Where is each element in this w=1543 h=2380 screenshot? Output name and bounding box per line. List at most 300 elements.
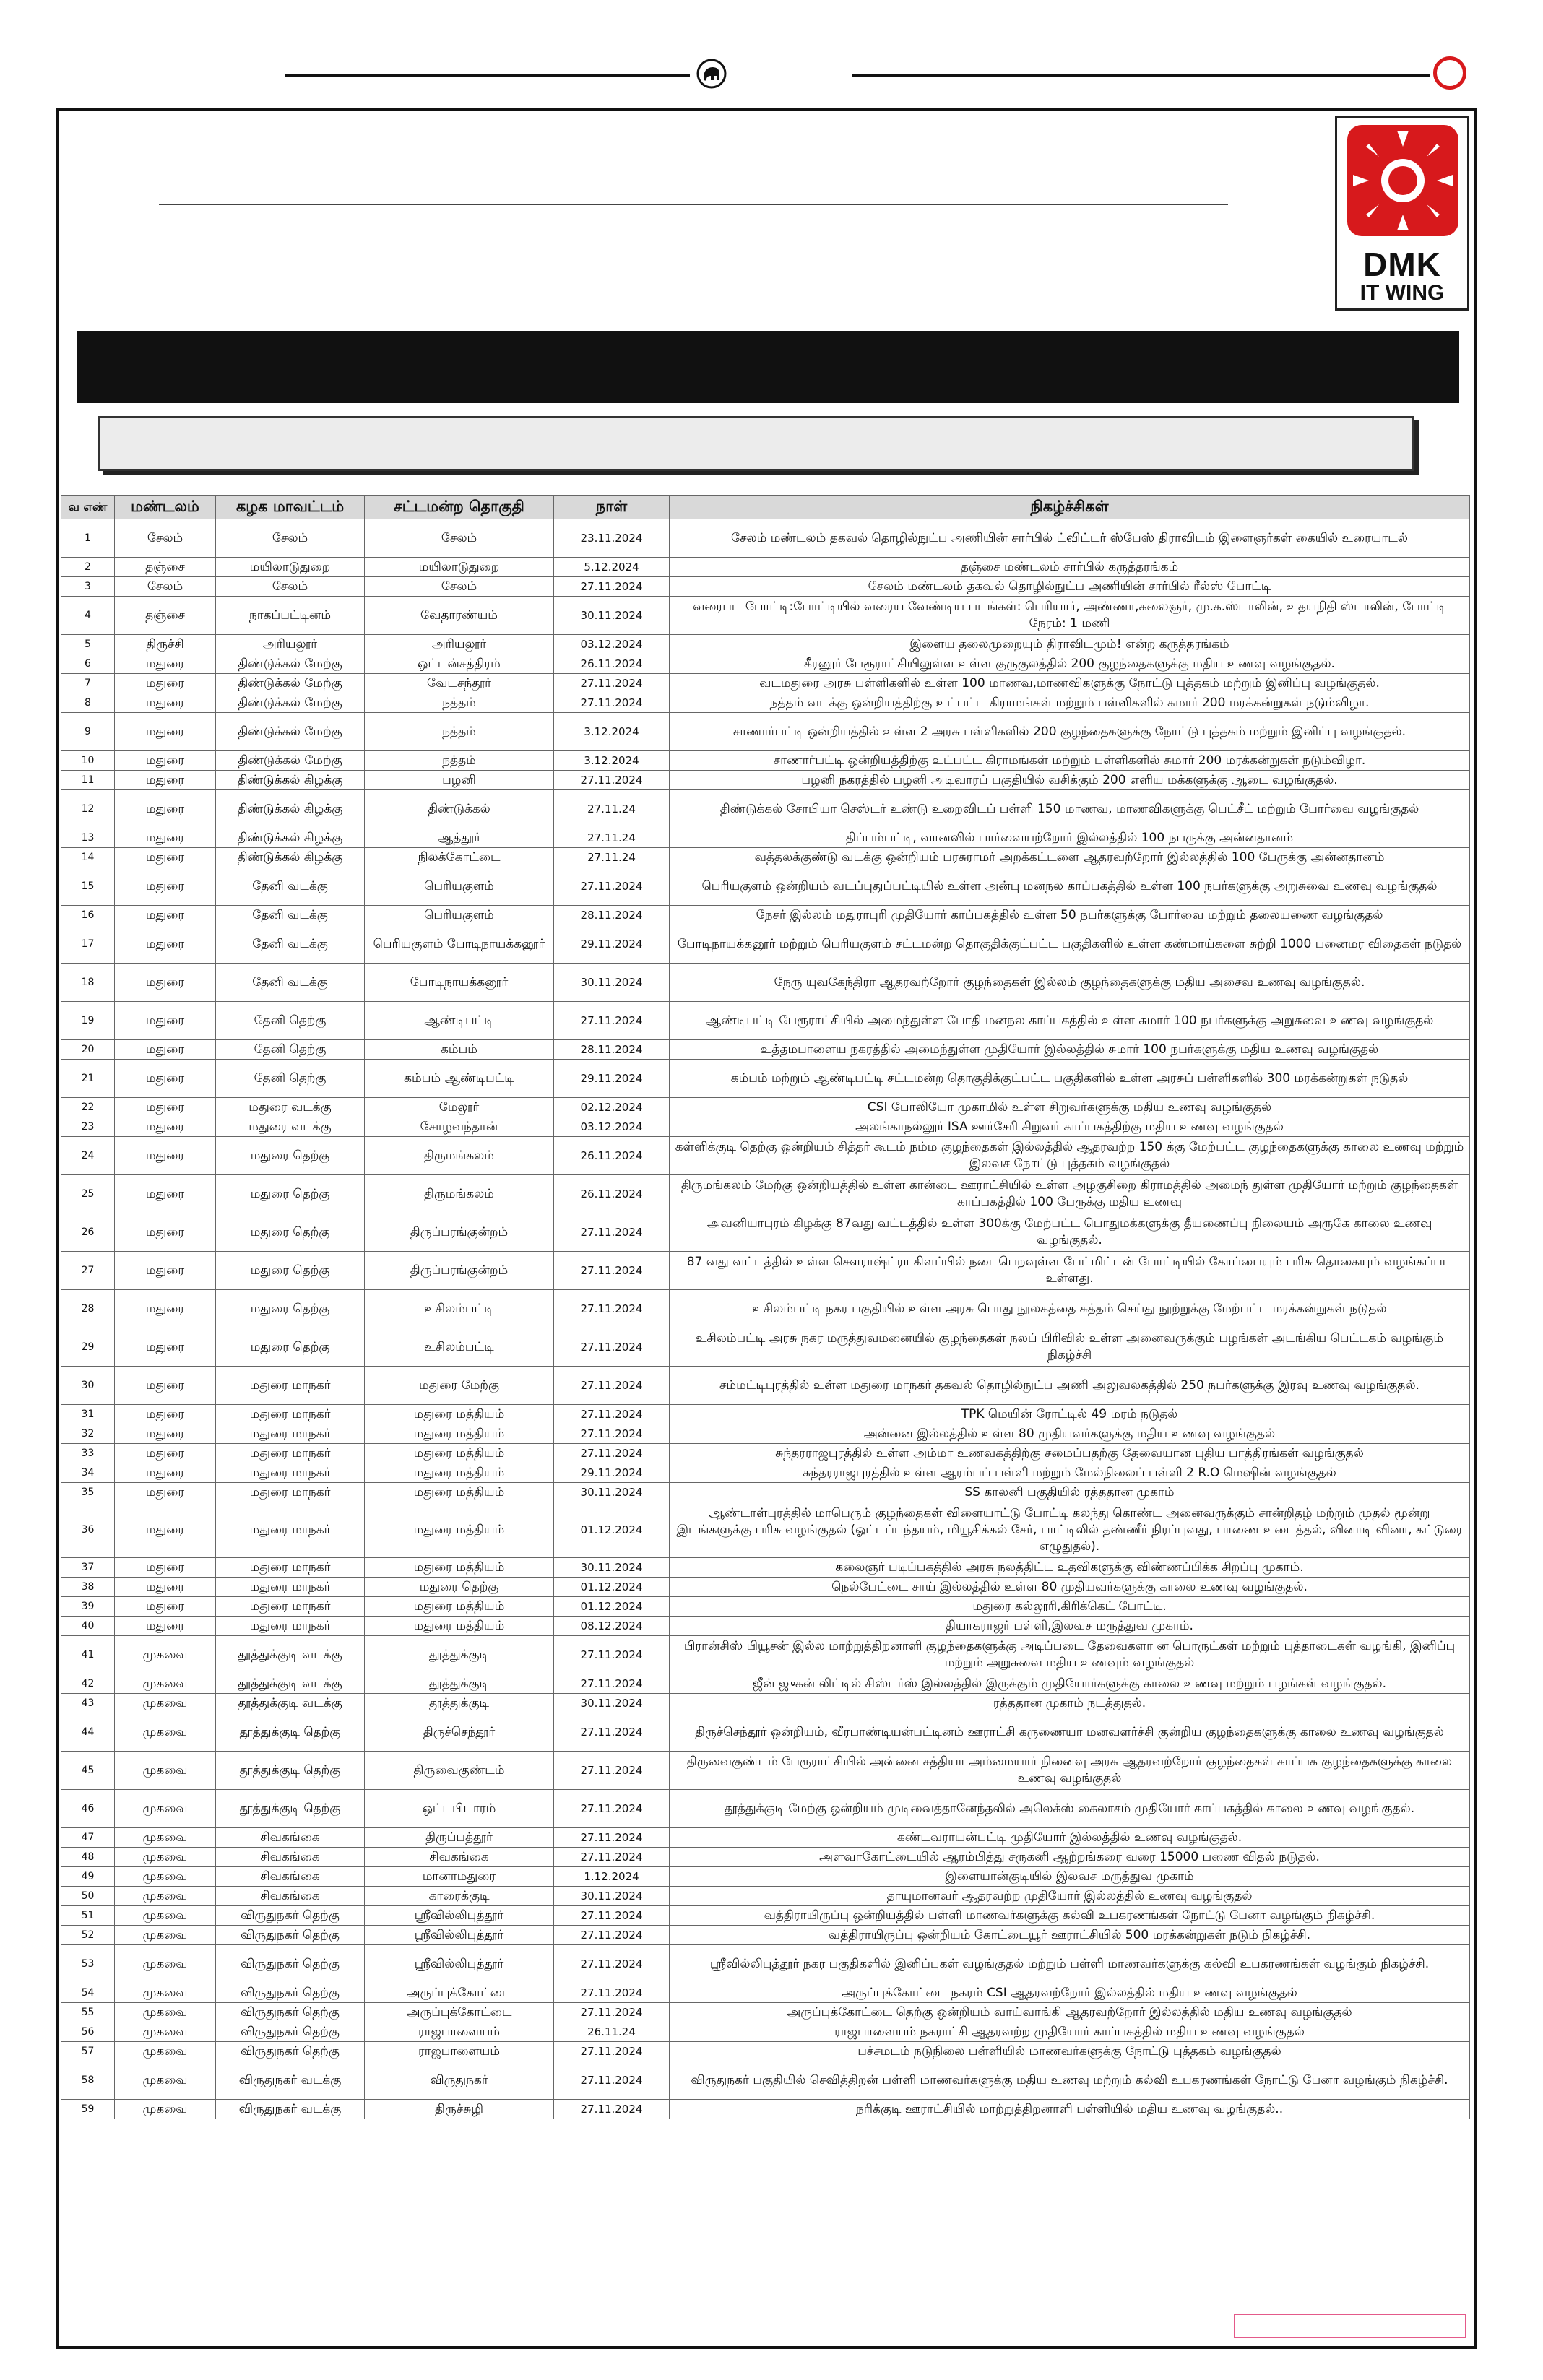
cell-event: திருவைகுண்டம் பேரூராட்சியில் அன்னை சத்தியா அம்மையார் நினைவு அரசு ஆதரவற்றோர் குழந்தைகள் காப்பக குழந்தைகளுக்கு காலை உணவு வழங்குதல் xyxy=(670,1752,1470,1790)
cell-date: 27.11.2024 xyxy=(554,1752,670,1790)
cell-date: 27.11.2024 xyxy=(554,1790,670,1828)
cell-district: மதுரை மாநகர் xyxy=(216,1424,365,1444)
table-row xyxy=(61,519,1470,558)
cell-district: நாகப்பட்டினம் xyxy=(216,597,365,635)
cell-n: 54 xyxy=(61,1983,115,2003)
cell-constituency: திருப்பத்தூர் xyxy=(365,1828,554,1848)
cell-event: பச்சமடம் நடுநிலை பள்ளியில் மாணவர்களுக்கு நோட்டு புத்தகம் வழங்குதல் xyxy=(670,2042,1470,2061)
cell-n: 49 xyxy=(61,1867,115,1887)
table-row xyxy=(61,1252,1470,1290)
cell-zone: மதுரை xyxy=(115,1483,216,1502)
cell-district: திண்டுக்கல் கிழக்கு xyxy=(216,848,365,867)
cell-zone: மதுரை xyxy=(115,1367,216,1405)
table-row xyxy=(61,1752,1470,1790)
cell-date: 27.11.2024 xyxy=(554,1983,670,2003)
cell-district: மதுரை மாநகர் xyxy=(216,1502,365,1558)
cell-constituency: ஆத்தூர் xyxy=(365,828,554,848)
cell-date: 27.11.2024 xyxy=(554,1926,670,1945)
cell-constituency: மதுரை தெற்கு xyxy=(365,1578,554,1597)
cell-district: தூத்துக்குடி தெற்கு xyxy=(216,1752,365,1790)
cell-constituency: நத்தம் xyxy=(365,751,554,771)
cell-event: 87 வது வட்டத்தில் உள்ள சௌராஷ்ட்ரா கிளப்பில் நடைபெறவுள்ள பேட்மிட்டன் போட்டியில் கோப்பையும் பரிசு தொகையும் வழங்கப்பட உள்ளது. xyxy=(670,1252,1470,1290)
cell-zone: மதுரை xyxy=(115,1175,216,1213)
cell-n: 47 xyxy=(61,1828,115,1848)
cell-event: சாணார்பட்டி ஒன்றியத்திற்கு உட்பட்ட கிராமங்கள் மற்றும் பள்ளிகளில் சுமார் 200 மரக்கன்றுகள் நடும்விழா. xyxy=(670,751,1470,771)
cell-zone: மதுரை xyxy=(115,964,216,1002)
cell-district: தூத்துக்குடி வடக்கு xyxy=(216,1694,365,1713)
cell-event: ஆண்டாள்புரத்தில் மாபெரும் குழந்தைகள் விளையாட்டு போட்டி கலந்து கொண்ட அனைவருக்கும் சான்றிதழ் மற்றும் முதல் மூன்று இடங்களுக்கு பரிசு வழங்குதல் (ஓட்டப்பந்தயம், மியூசிக்கல் சேர், பாட்டிலில் தண்ணீர் நிரப்புவது, பாணை உடைத்தல், வினாடி வினா, கட்டுரை எழுதுதல்). xyxy=(670,1502,1470,1558)
cell-zone: மதுரை xyxy=(115,1558,216,1578)
cell-date: 27.11.2024 xyxy=(554,1424,670,1444)
cell-date: 27.11.2024 xyxy=(554,1367,670,1405)
cell-n: 24 xyxy=(61,1137,115,1175)
cell-constituency: நத்தம் xyxy=(365,693,554,713)
cell-event: ஆண்டிபட்டி பேரூராட்சியில் அமைந்துள்ள போதி மனநல காப்பகத்தில் உள்ள சுமார் 100 நபர்களுக்கு அறுசுவை உணவு வழங்குதல் xyxy=(670,1002,1470,1040)
cell-district: மதுரை மாநகர் xyxy=(216,1578,365,1597)
cell-event: SS காலனி பகுதியில் ரத்ததான முகாம் xyxy=(670,1483,1470,1502)
dmk-it-wing-logo xyxy=(1335,116,1469,311)
cell-district: சிவகங்கை xyxy=(216,1848,365,1867)
cell-district: தேனி வடக்கு xyxy=(216,867,365,906)
cell-zone: திருச்சி xyxy=(115,635,216,654)
table-row xyxy=(61,771,1470,790)
cell-n: 12 xyxy=(61,790,115,828)
events-table-body xyxy=(61,519,1470,2119)
cell-date: 27.11.2024 xyxy=(554,2061,670,2100)
table-row xyxy=(61,1945,1470,1983)
cell-n: 32 xyxy=(61,1424,115,1444)
cell-zone: மதுரை xyxy=(115,1213,216,1252)
header-district: கழக மாவட்டம் xyxy=(216,496,365,519)
cell-zone: முகவை xyxy=(115,1752,216,1790)
cell-district: தேனி வடக்கு xyxy=(216,964,365,1002)
cell-district: விருதுநகர் தெற்கு xyxy=(216,1945,365,1983)
cell-n: 29 xyxy=(61,1328,115,1367)
cell-date: 27.11.2024 xyxy=(554,2100,670,2119)
cell-zone: மதுரை xyxy=(115,1597,216,1617)
cell-n: 30 xyxy=(61,1367,115,1405)
cell-constituency: ஒட்டபிடாரம் xyxy=(365,1790,554,1828)
cell-constituency: தூத்துக்குடி xyxy=(365,1636,554,1674)
cell-zone: மதுரை xyxy=(115,1444,216,1463)
cell-event: மதுரை கல்லூரி,கிரிக்கெட் போட்டி. xyxy=(670,1597,1470,1617)
header-rule-left xyxy=(285,74,690,77)
cell-zone: முகவை xyxy=(115,1694,216,1713)
header-constituency: சட்டமன்ற தொகுதி xyxy=(365,496,554,519)
table-row xyxy=(61,2022,1470,2042)
cell-date: 30.11.2024 xyxy=(554,1887,670,1906)
cell-constituency: அருப்புக்கோட்டை xyxy=(365,2003,554,2022)
cell-constituency: பெரியகுளம் xyxy=(365,867,554,906)
cell-zone: முகவை xyxy=(115,2003,216,2022)
cell-zone: மதுரை xyxy=(115,1328,216,1367)
cell-event: சுந்தரராஜபுரத்தில் உள்ள அம்மா உணவகத்திற்கு சமைப்பதற்கு தேவையான புதிய பாத்திரங்கள் வழங்குதல் xyxy=(670,1444,1470,1463)
cell-n: 59 xyxy=(61,2100,115,2119)
cell-constituency: சோழவந்தான் xyxy=(365,1117,554,1137)
cell-constituency: ஆண்டிபட்டி xyxy=(365,1002,554,1040)
cell-constituency: பழனி xyxy=(365,771,554,790)
cell-date: 1.12.2024 xyxy=(554,1867,670,1887)
table-row xyxy=(61,964,1470,1002)
table-row xyxy=(61,1887,1470,1906)
cell-constituency: மதுரை மத்தியம் xyxy=(365,1463,554,1483)
cell-zone: மதுரை xyxy=(115,713,216,751)
cell-n: 2 xyxy=(61,558,115,577)
cell-district: மதுரை மாநகர் xyxy=(216,1617,365,1636)
cell-zone: முகவை xyxy=(115,1945,216,1983)
cell-zone: முகவை xyxy=(115,1848,216,1867)
cell-constituency: சேலம் xyxy=(365,519,554,558)
cell-district: தேனி தெற்கு xyxy=(216,1060,365,1098)
cell-date: 27.11.2024 xyxy=(554,771,670,790)
cell-constituency: மதுரை மத்தியம் xyxy=(365,1424,554,1444)
cell-event: பிரான்சிஸ் பியூசன் இல்ல மாற்றுத்திறனாளி குழந்தைகளுக்கு அடிப்படை தேவைகளா ன பொருட்கள் மற்றும் புத்தாடைகள் வழங்கி, இனிப்பு மற்றும் அறுசுவை மதிய உணவும் வழங்குதல் xyxy=(670,1636,1470,1674)
cell-date: 27.11.2024 xyxy=(554,1713,670,1752)
cell-date: 27.11.2024 xyxy=(554,1945,670,1983)
cell-n: 15 xyxy=(61,867,115,906)
table-row xyxy=(61,577,1470,597)
cell-n: 7 xyxy=(61,674,115,693)
table-row xyxy=(61,790,1470,828)
cell-event: திண்டுக்கல் சோபியா செஸ்டர் உண்டு உறைவிடப் பள்ளி 150 மாணவ, மாணவிகளுக்கு பெட்சீட் மற்றும் போர்வை வழங்குதல் xyxy=(670,790,1470,828)
cell-constituency: கம்பம் ஆண்டிபட்டி xyxy=(365,1060,554,1098)
cell-n: 13 xyxy=(61,828,115,848)
cell-zone: மதுரை xyxy=(115,654,216,674)
cell-n: 28 xyxy=(61,1290,115,1328)
cell-event: தியாகராஜர் பள்ளி,இலவச மருத்துவ முகாம். xyxy=(670,1617,1470,1636)
cell-district: மயிலாடுதுறை xyxy=(216,558,365,577)
events-table xyxy=(61,495,1470,2119)
cell-date: 27.11.2024 xyxy=(554,1328,670,1367)
cell-event: போடிநாயக்கனூர் மற்றும் பெரியகுளம் சட்டமன்ற தொகுதிக்குட்பட்ட பகுதிகளில் உள்ள கண்மாய்களை சுற்றி 1000 பனைமர விதைகள் நடுதல் xyxy=(670,925,1470,964)
cell-district: விருதுநகர் தெற்கு xyxy=(216,1983,365,2003)
cell-event: ஸ்ரீவில்லிபுத்தூர் நகர பகுதிகளில் இனிப்புகள் வழங்குதல் மற்றும் பள்ளி மாணவர்களுக்கு கல்வி உபகரணங்கள் வழங்கும் நிகழ்ச்சி. xyxy=(670,1945,1470,1983)
elephant-emblem-icon xyxy=(696,58,727,90)
table-header-row xyxy=(61,496,1470,519)
table-row xyxy=(61,1098,1470,1117)
cell-zone: மதுரை xyxy=(115,1098,216,1117)
cell-event: சேலம் மண்டலம் தகவல் தொழில்நுட்ப அணியின் சார்பில் ட்விட்டர் ஸ்பேஸ் திராவிடம் இளைஞர்கள் கையில் உரையாடல் xyxy=(670,519,1470,558)
cell-zone: முகவை xyxy=(115,2061,216,2100)
cell-event: சம்மட்டிபுரத்தில் உள்ள மதுரை மாநகர் தகவல் தொழில்நுட்ப அணி அலுவலகத்தில் 250 நபர்களுக்கு இரவு உணவு வழங்குதல். xyxy=(670,1367,1470,1405)
cell-zone: தஞ்சை xyxy=(115,558,216,577)
cell-n: 1 xyxy=(61,519,115,558)
table-row xyxy=(61,1558,1470,1578)
cell-constituency: ஒட்டன்சத்திரம் xyxy=(365,654,554,674)
cell-event: தாயுமானவர் ஆதரவற்ற முதியோர் இல்லத்தில் உணவு வழங்குதல் xyxy=(670,1887,1470,1906)
cell-date: 27.11.2024 xyxy=(554,2003,670,2022)
table-row xyxy=(61,654,1470,674)
cell-district: தேனி தெற்கு xyxy=(216,1002,365,1040)
cell-district: திண்டுக்கல் கிழக்கு xyxy=(216,790,365,828)
cell-date: 27.11.2024 xyxy=(554,1290,670,1328)
cell-constituency: தூத்துக்குடி xyxy=(365,1674,554,1694)
cell-zone: மதுரை xyxy=(115,1405,216,1424)
cell-n: 25 xyxy=(61,1175,115,1213)
cell-district: மதுரை தெற்கு xyxy=(216,1328,365,1367)
cell-date: 28.11.2024 xyxy=(554,906,670,925)
cell-date: 27.11.2024 xyxy=(554,1405,670,1424)
cell-event: CSI போலியோ முகாமில் உள்ள சிறுவர்களுக்கு மதிய உணவு வழங்குதல் xyxy=(670,1098,1470,1117)
cell-zone: மதுரை xyxy=(115,867,216,906)
cell-zone: மதுரை xyxy=(115,1578,216,1597)
cell-date: 27.11.2024 xyxy=(554,693,670,713)
cell-date: 27.11.24 xyxy=(554,828,670,848)
cell-event: பழனி நகரத்தில் பழனி அடிவாரப் பகுதியில் வசிக்கும் 200 எளிய மக்களுக்கு ஆடை வழங்குதல். xyxy=(670,771,1470,790)
table-row xyxy=(61,635,1470,654)
cell-n: 55 xyxy=(61,2003,115,2022)
table-row xyxy=(61,1597,1470,1617)
table-row xyxy=(61,1424,1470,1444)
cell-district: விருதுநகர் தெற்கு xyxy=(216,2022,365,2042)
cell-constituency: மேலூர் xyxy=(365,1098,554,1117)
cell-constituency: திருவைகுண்டம் xyxy=(365,1752,554,1790)
cell-district: மதுரை மாநகர் xyxy=(216,1367,365,1405)
cell-event: உத்தமபாளைய நகரத்தில் அமைந்துள்ள முதியோர் இல்லத்தில் சுமார் 100 நபர்களுக்கு மதிய உணவு வழங்குதல் xyxy=(670,1040,1470,1060)
cell-n: 50 xyxy=(61,1887,115,1906)
cell-constituency: ராஜபாளையம் xyxy=(365,2042,554,2061)
cell-district: மதுரை மாநகர் xyxy=(216,1444,365,1463)
cell-event: தூத்துக்குடி மேற்கு ஒன்றியம் முடிவைத்தானேந்தலில் அலெக்ஸ் கைலாசம் முதியோர் காப்பகத்தில் காலை உணவு வழங்குதல். xyxy=(670,1790,1470,1828)
cell-n: 20 xyxy=(61,1040,115,1060)
cell-district: விருதுநகர் தெற்கு xyxy=(216,2042,365,2061)
cell-n: 6 xyxy=(61,654,115,674)
cell-n: 39 xyxy=(61,1597,115,1617)
cell-date: 27.11.2024 xyxy=(554,1252,670,1290)
subtitle-box xyxy=(98,416,1414,471)
cell-constituency: காரைக்குடி xyxy=(365,1887,554,1906)
table-row xyxy=(61,1137,1470,1175)
cell-district: திண்டுக்கல் கிழக்கு xyxy=(216,771,365,790)
cell-event: இளையான்குடியில் இலவச மருத்துவ முகாம் xyxy=(670,1867,1470,1887)
cell-event: பெரியகுளம் ஒன்றியம் வடப்புதுப்பட்டியில் உள்ள அன்பு மனநல காப்பகத்தில் உள்ள 100 நபர்களுக்கு அறுசுவை உணவு வழங்குதல் xyxy=(670,867,1470,906)
cell-n: 31 xyxy=(61,1405,115,1424)
table-row xyxy=(61,1175,1470,1213)
cell-date: 27.11.2024 xyxy=(554,867,670,906)
table-row xyxy=(61,1694,1470,1713)
cell-event: அலங்காநல்லூர் ISA ஊர்சேரி சிறுவர் காப்பகத்திற்கு மதிய உணவு வழங்குதல் xyxy=(670,1117,1470,1137)
cell-date: 30.11.2024 xyxy=(554,1558,670,1578)
cell-n: 16 xyxy=(61,906,115,925)
cell-constituency: விருதுநகர் xyxy=(365,2061,554,2100)
cell-constituency: ஸ்ரீவில்லிபுத்தூர் xyxy=(365,1906,554,1926)
cell-district: தேனி வடக்கு xyxy=(216,925,365,964)
cell-event: கம்பம் மற்றும் ஆண்டிபட்டி சட்டமன்ற தொகுதிக்குட்பட்ட பகுதிகளில் உள்ள அரசுப் பள்ளிகளில் 300 மரக்கன்றுகள் நடுதல் xyxy=(670,1060,1470,1098)
cell-n: 33 xyxy=(61,1444,115,1463)
cell-district: விருதுநகர் தெற்கு xyxy=(216,1906,365,1926)
table-row xyxy=(61,1117,1470,1137)
cell-date: 08.12.2024 xyxy=(554,1617,670,1636)
cell-n: 45 xyxy=(61,1752,115,1790)
cell-constituency: சிவகங்கை xyxy=(365,1848,554,1867)
cell-event: உசிலம்பட்டி நகர பகுதியில் உள்ள அரசு பொது நூலகத்தை சுத்தம் செய்து நூற்றுக்கு மேற்பட்ட மரக்கன்றுகள் நடுதல் xyxy=(670,1290,1470,1328)
cell-event: கள்ளிக்குடி தெற்கு ஒன்றியம் சித்தர் கூடம் நம்ம குழந்தைகள் இல்லத்தில் ஆதரவற்ற 150 க்கு மேற்பட்ட குழந்தைகளுக்கு காலை உணவு மற்றும் இலவச நோட்டு புத்தகம் வழங்குதல் xyxy=(670,1137,1470,1175)
cell-n: 5 xyxy=(61,635,115,654)
cell-district: திண்டுக்கல் மேற்கு xyxy=(216,751,365,771)
table-row xyxy=(61,925,1470,964)
cell-zone: முகவை xyxy=(115,1906,216,1926)
cell-constituency: திருப்பரங்குன்றம் xyxy=(365,1213,554,1252)
table-row xyxy=(61,1367,1470,1405)
cell-event: அருப்புக்கோட்டை தெற்கு ஒன்றியம் வாய்வாங்கி ஆதரவற்றோர் இல்லத்தில் மதிய உணவு வழங்குதல் xyxy=(670,2003,1470,2022)
table-row xyxy=(61,1444,1470,1463)
cell-constituency: சேலம் xyxy=(365,577,554,597)
cell-zone: முகவை xyxy=(115,2022,216,2042)
cell-date: 3.12.2024 xyxy=(554,713,670,751)
cell-event: திருமங்கலம் மேற்கு ஒன்றியத்தில் உள்ள கான்டை ஊராட்சியில் உள்ள அழகுசிறை கிராமத்தில் அமைந் துள்ள முதியோர் மற்றும் குழந்தைகள் காப்பகத்தில் 100 பேருக்கு மதிய உணவு xyxy=(670,1175,1470,1213)
cell-event: சாணார்பட்டி ஒன்றியத்தில் உள்ள 2 அரசு பள்ளிகளில் 200 குழந்தைகளுக்கு நோட்டு புத்தகம் மற்றும் இனிப்பு வழங்குதல். xyxy=(670,713,1470,751)
cell-n: 57 xyxy=(61,2042,115,2061)
cell-district: மதுரை தெற்கு xyxy=(216,1137,365,1175)
cell-zone: முகவை xyxy=(115,2100,216,2119)
cell-zone: மதுரை xyxy=(115,1002,216,1040)
cell-date: 27.11.2024 xyxy=(554,577,670,597)
cell-constituency: மதுரை மத்தியம் xyxy=(365,1617,554,1636)
cell-constituency: திருமங்கலம் xyxy=(365,1137,554,1175)
cell-district: மதுரை மாநகர் xyxy=(216,1463,365,1483)
cell-n: 56 xyxy=(61,2022,115,2042)
cell-event: வரைபட போட்டி:போட்டியில் வரைய வேண்டிய படங்கள்: பெரியார், அண்ணா,கலைஞர், மு.க.ஸ்டாலின், உதயநிதி ஸ்டாலின், போட்டி நேரம்: 1 மணி xyxy=(670,597,1470,635)
footer-stamp-box xyxy=(1234,2314,1466,2338)
cell-n: 27 xyxy=(61,1252,115,1290)
table-row xyxy=(61,1578,1470,1597)
cell-district: அரியலூர் xyxy=(216,635,365,654)
cell-zone: முகவை xyxy=(115,1926,216,1945)
cell-district: சேலம் xyxy=(216,577,365,597)
table-row xyxy=(61,2042,1470,2061)
cell-n: 21 xyxy=(61,1060,115,1098)
cell-constituency: திருச்சுழி xyxy=(365,2100,554,2119)
cell-constituency: திருமங்கலம் xyxy=(365,1175,554,1213)
cell-date: 27.11.2024 xyxy=(554,1674,670,1694)
table-row xyxy=(61,1483,1470,1502)
cell-constituency: வேதாரண்யம் xyxy=(365,597,554,635)
cell-constituency: திருப்பரங்குன்றம் xyxy=(365,1252,554,1290)
table-row xyxy=(61,1502,1470,1558)
table-row xyxy=(61,1636,1470,1674)
cell-constituency: போடிநாயக்கனூர் xyxy=(365,964,554,1002)
cell-zone: மதுரை xyxy=(115,1617,216,1636)
cell-district: சிவகங்கை xyxy=(216,1828,365,1848)
cell-n: 11 xyxy=(61,771,115,790)
cell-event: ராஜபாளையம் நகராட்சி ஆதரவற்ற முதியோர் காப்பகத்தில் மதிய உணவு வழங்குதல் xyxy=(670,2022,1470,2042)
cell-date: 29.11.2024 xyxy=(554,1463,670,1483)
cell-zone: மதுரை xyxy=(115,925,216,964)
cell-district: சிவகங்கை xyxy=(216,1867,365,1887)
cell-constituency: தூத்துக்குடி xyxy=(365,1694,554,1713)
cell-event: நரிக்குடி ஊராட்சியில் மாற்றுத்திறனாளி பள்ளியில் மதிய உணவு வழங்குதல்.. xyxy=(670,2100,1470,2119)
cell-date: 29.11.2024 xyxy=(554,1060,670,1098)
cell-zone: முகவை xyxy=(115,1867,216,1887)
cell-district: திண்டுக்கல் கிழக்கு xyxy=(216,828,365,848)
cell-n: 17 xyxy=(61,925,115,964)
cell-zone: முகவை xyxy=(115,1713,216,1752)
table-row xyxy=(61,1002,1470,1040)
table-row xyxy=(61,1290,1470,1328)
cell-event: வத்திராயிருப்பு ஒன்றியம் கோட்டையூர் ஊராட்சியில் 500 மரக்கன்றுகள் நடும் நிகழ்ச்சி. xyxy=(670,1926,1470,1945)
cell-n: 3 xyxy=(61,577,115,597)
cell-date: 3.12.2024 xyxy=(554,751,670,771)
cell-n: 51 xyxy=(61,1906,115,1926)
cell-zone: மதுரை xyxy=(115,1290,216,1328)
cell-date: 30.11.2024 xyxy=(554,1483,670,1502)
cell-zone: மதுரை xyxy=(115,1463,216,1483)
cell-date: 29.11.2024 xyxy=(554,925,670,964)
table-row xyxy=(61,2061,1470,2100)
cell-n: 35 xyxy=(61,1483,115,1502)
cell-date: 5.12.2024 xyxy=(554,558,670,577)
cell-constituency: பெரியகுளம் xyxy=(365,906,554,925)
cell-date: 27.11.2024 xyxy=(554,1636,670,1674)
cell-constituency: மதுரை மத்தியம் xyxy=(365,1405,554,1424)
cell-n: 10 xyxy=(61,751,115,771)
cell-n: 22 xyxy=(61,1098,115,1117)
cell-date: 03.12.2024 xyxy=(554,1117,670,1137)
cell-district: திண்டுக்கல் மேற்கு xyxy=(216,693,365,713)
cell-zone: மதுரை xyxy=(115,906,216,925)
cell-constituency: ஸ்ரீவில்லிபுத்தூர் xyxy=(365,1926,554,1945)
cell-constituency: நத்தம் xyxy=(365,713,554,751)
table-row xyxy=(61,2100,1470,2119)
cell-zone: முகவை xyxy=(115,2042,216,2061)
cell-date: 02.12.2024 xyxy=(554,1098,670,1117)
cell-district: விருதுநகர் தெற்கு xyxy=(216,1926,365,1945)
cell-constituency: உசிலம்பட்டி xyxy=(365,1328,554,1367)
header-zone: மண்டலம் xyxy=(115,496,216,519)
table-row xyxy=(61,1040,1470,1060)
cell-event: அவனியாபுரம் கிழக்கு 87வது வட்டத்தில் உள்ள 300க்கு மேற்பட்ட பொதுமக்களுக்கு தீயணைப்பு நிலையம் அருகே காலை உணவு வழங்குதல். xyxy=(670,1213,1470,1252)
cell-date: 01.12.2024 xyxy=(554,1578,670,1597)
table-row xyxy=(61,674,1470,693)
header-events: நிகழ்ச்சிகள் xyxy=(670,496,1470,519)
cell-district: விருதுநகர் வடக்கு xyxy=(216,2100,365,2119)
cell-district: தூத்துக்குடி தெற்கு xyxy=(216,1790,365,1828)
header-rule-right xyxy=(852,74,1430,77)
table-row xyxy=(61,1867,1470,1887)
cell-zone: முகவை xyxy=(115,1790,216,1828)
cell-constituency: உசிலம்பட்டி xyxy=(365,1290,554,1328)
table-row xyxy=(61,1906,1470,1926)
table-row xyxy=(61,1405,1470,1424)
cell-event: அன்னை இல்லத்தில் உள்ள 80 முதியவர்களுக்கு மதிய உணவு வழங்குதல் xyxy=(670,1424,1470,1444)
cell-date: 27.11.2024 xyxy=(554,1444,670,1463)
cell-constituency: திண்டுக்கல் xyxy=(365,790,554,828)
cell-constituency: மதுரை மத்தியம் xyxy=(365,1502,554,1558)
cell-constituency: அரியலூர் xyxy=(365,635,554,654)
cell-event: அளவாகோட்டையில் ஆரம்பித்து சருகனி ஆற்றங்கரை வரை 15000 பணை விதல் நடுதல். xyxy=(670,1848,1470,1867)
cell-constituency: மதுரை மத்தியம் xyxy=(365,1444,554,1463)
cell-district: மதுரை தெற்கு xyxy=(216,1252,365,1290)
cell-date: 27.11.2024 xyxy=(554,1213,670,1252)
cell-event: நேசர் இல்லம் மதுராபுரி முதியோர் காப்பகத்தில் உள்ள 50 நபர்களுக்கு போர்வை மற்றும் தலையணை வழங்குதல் xyxy=(670,906,1470,925)
logo-text-it-wing: IT WING xyxy=(1360,281,1445,305)
cell-district: மதுரை மாநகர் xyxy=(216,1558,365,1578)
cell-zone: மதுரை xyxy=(115,771,216,790)
cell-event: கலைஞர் படிப்பகத்தில் அரசு நலத்திட்ட உதவிகளுக்கு விண்ணப்பிக்க சிறப்பு முகாம். xyxy=(670,1558,1470,1578)
header-serial: வ எண் xyxy=(61,496,115,519)
cell-n: 41 xyxy=(61,1636,115,1674)
cell-date: 27.11.2024 xyxy=(554,1906,670,1926)
cell-event: நெல்பேட்டை சாய் இல்லத்தில் உள்ள 80 முதியவர்களுக்கு காலை உணவு வழங்குதல். xyxy=(670,1578,1470,1597)
cell-zone: மதுரை xyxy=(115,674,216,693)
cell-event: வத்தலக்குண்டு வடக்கு ஒன்றியம் பரசுராமர் அறக்கட்டளை ஆதரவற்றோர் இல்லத்தில் 100 பேருக்கு அன்னதானம் xyxy=(670,848,1470,867)
cell-zone: மதுரை xyxy=(115,751,216,771)
table-row xyxy=(61,2003,1470,2022)
cell-event: உசிலம்பட்டி அரசு நகர மருத்துவமனையில் குழந்தைகள் நலப் பிரிவில் உள்ள அனைவருக்கும் பழங்கள் அடங்கிய பெட்டகம் வழங்கும் நிகழ்ச்சி xyxy=(670,1328,1470,1367)
cell-event: வடமதுரை அரசு பள்ளிகளில் உள்ள 100 மாணவ,மாணவிகளுக்கு நோட்டு புத்தகம் மற்றும் இனிப்பு வழங்குதல். xyxy=(670,674,1470,693)
cell-constituency: கம்பம் xyxy=(365,1040,554,1060)
cell-event: ரத்ததான முகாம் நடத்துதல். xyxy=(670,1694,1470,1713)
